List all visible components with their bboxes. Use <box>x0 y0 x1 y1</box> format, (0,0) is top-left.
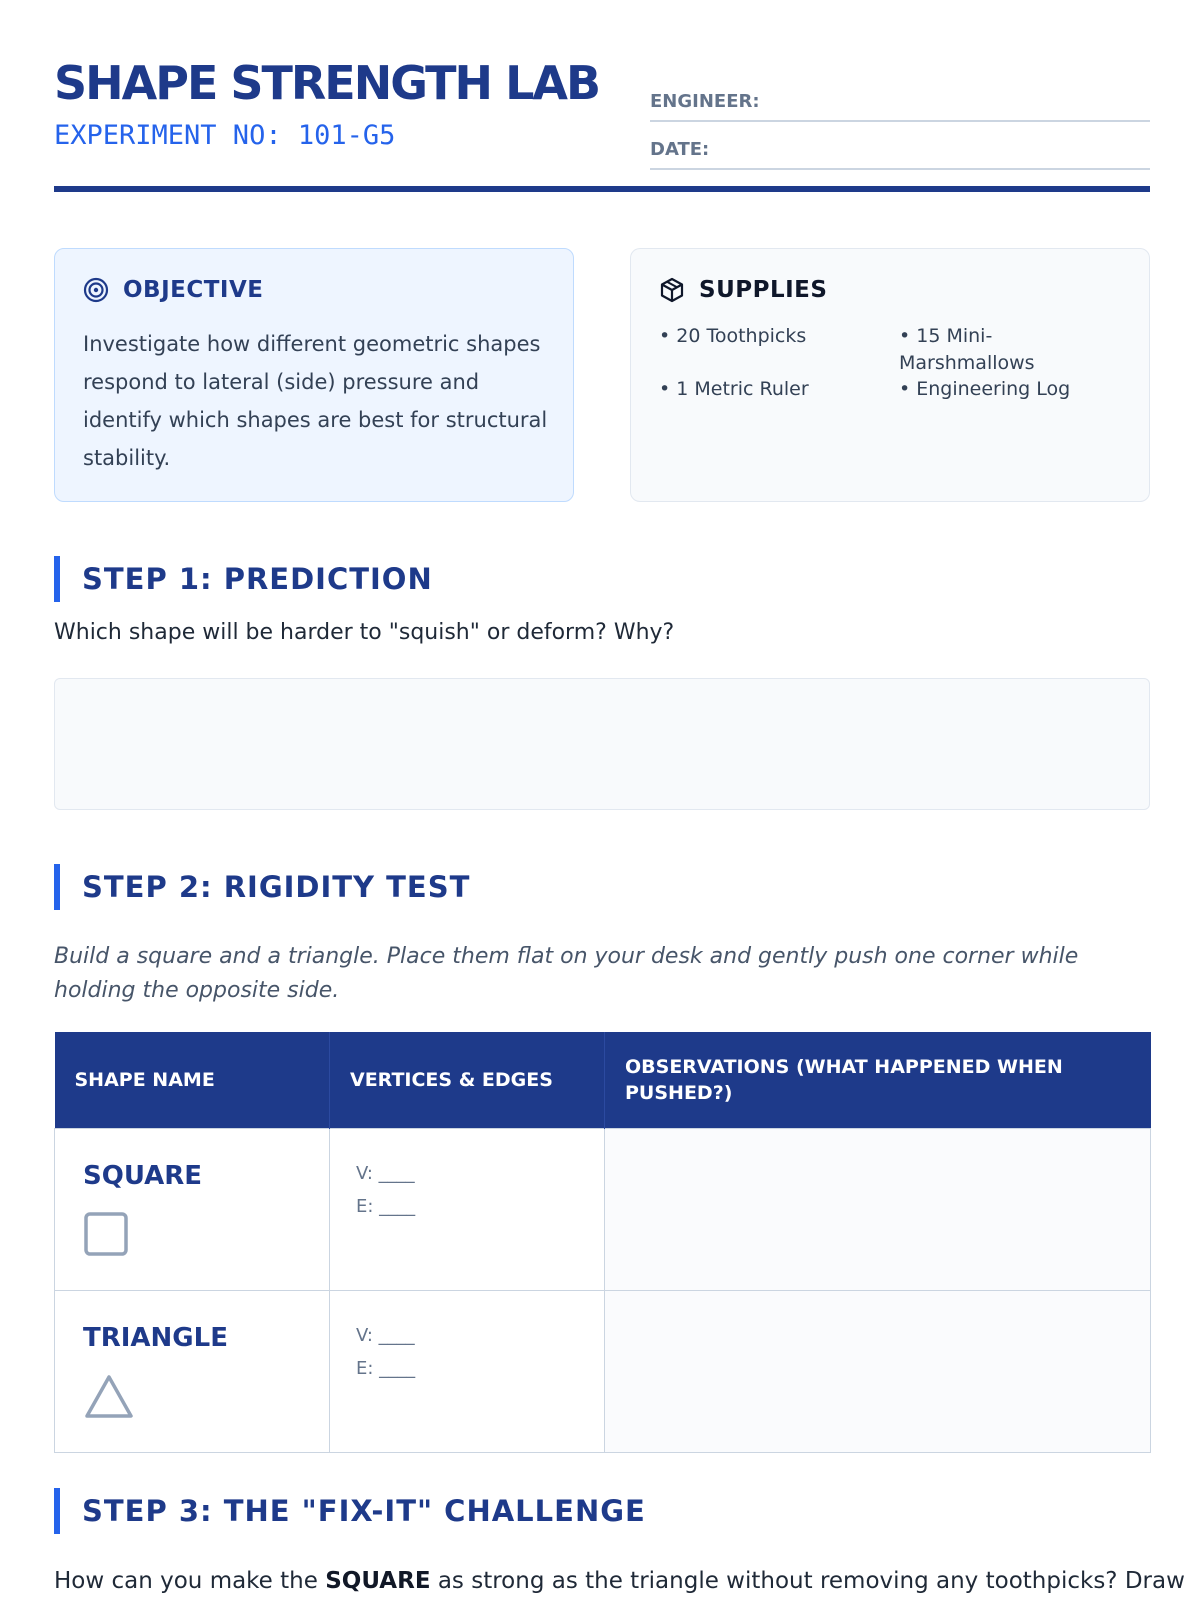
supply-item: • 20 Toothpicks <box>659 325 807 347</box>
vertices-edges <box>356 1157 415 1223</box>
supply-item: • 1 Metric Ruler <box>659 378 809 400</box>
supply-item: • Engineering Log <box>899 378 1071 400</box>
step2-instruction: Build a square and a triangle. Place them flat on your desk and gently push one corner while holding the opposite side. <box>54 944 1079 1003</box>
rigidity-table <box>54 1032 1151 1453</box>
objective-card <box>54 248 574 502</box>
table-row <box>55 1290 1151 1452</box>
observation-cell[interactable] <box>605 1128 1151 1290</box>
edges-blank: E: ____ <box>356 1195 416 1217</box>
page-title: SHAPE STRENGTH LAB <box>54 56 600 110</box>
square-icon <box>83 1211 129 1257</box>
prediction-answer-box[interactable] <box>54 678 1150 810</box>
shape-name: SQUARE <box>83 1160 203 1191</box>
table-header-row <box>55 1032 1151 1128</box>
supplies-title: SUPPLIES <box>699 277 828 303</box>
supply-item: • 15 Mini-Marshmallows <box>899 325 1035 374</box>
step3-question <box>54 1568 1185 1594</box>
date-field[interactable] <box>650 124 1150 170</box>
vertices-blank: V: ____ <box>356 1324 415 1346</box>
objective-heading <box>83 277 264 303</box>
column-header-shape: SHAPE NAME <box>55 1032 330 1128</box>
engineer-label: ENGINEER: <box>650 91 760 112</box>
step3-text-before: How can you make the <box>54 1568 326 1594</box>
meta-fields <box>650 76 1150 170</box>
step1-question: Which shape will be harder to "squish" or deform? Why? <box>54 620 675 645</box>
engineer-field[interactable] <box>650 76 1150 122</box>
vertices-edges-cell[interactable] <box>330 1128 605 1290</box>
supplies-heading <box>659 277 827 303</box>
supplies-card <box>630 248 1150 502</box>
edges-blank: E: ____ <box>356 1357 416 1379</box>
header-divider <box>54 186 1150 192</box>
date-label: DATE: <box>650 139 710 160</box>
column-header-vertices: VERTICES & EDGES <box>330 1032 605 1128</box>
table-row <box>55 1128 1151 1290</box>
objective-text: Investigate how different geometric shapes respond to lateral (side) pressure and identify which shapes are best for structural stability. <box>83 332 548 470</box>
objective-title: OBJECTIVE <box>123 277 264 303</box>
triangle-icon <box>83 1373 135 1421</box>
box-icon <box>659 277 685 303</box>
step3-text-bold: SQUARE <box>325 1568 431 1594</box>
step1-heading: STEP 1: PREDICTION <box>54 556 433 602</box>
shape-cell <box>55 1128 330 1290</box>
shape-name: TRIANGLE <box>83 1322 228 1353</box>
step3-text-after: as strong as the triangle without removing any toothpicks? Draw <box>430 1568 1185 1594</box>
header <box>54 56 1150 196</box>
observation-cell[interactable] <box>605 1290 1151 1452</box>
step2-heading: STEP 2: RIGIDITY TEST <box>54 864 470 910</box>
vertices-blank: V: ____ <box>356 1162 415 1184</box>
vertices-edges-cell[interactable] <box>330 1290 605 1452</box>
step3-heading: STEP 3: THE "FIX-IT" CHALLENGE <box>54 1488 646 1534</box>
shape-cell <box>55 1290 330 1452</box>
column-header-observations: OBSERVATIONS (WHAT HAPPENED WHEN PUSHED?) <box>605 1032 1151 1128</box>
experiment-number: EXPERIMENT NO: 101-G5 <box>54 120 396 151</box>
target-icon <box>83 277 109 303</box>
vertices-edges <box>356 1319 415 1385</box>
